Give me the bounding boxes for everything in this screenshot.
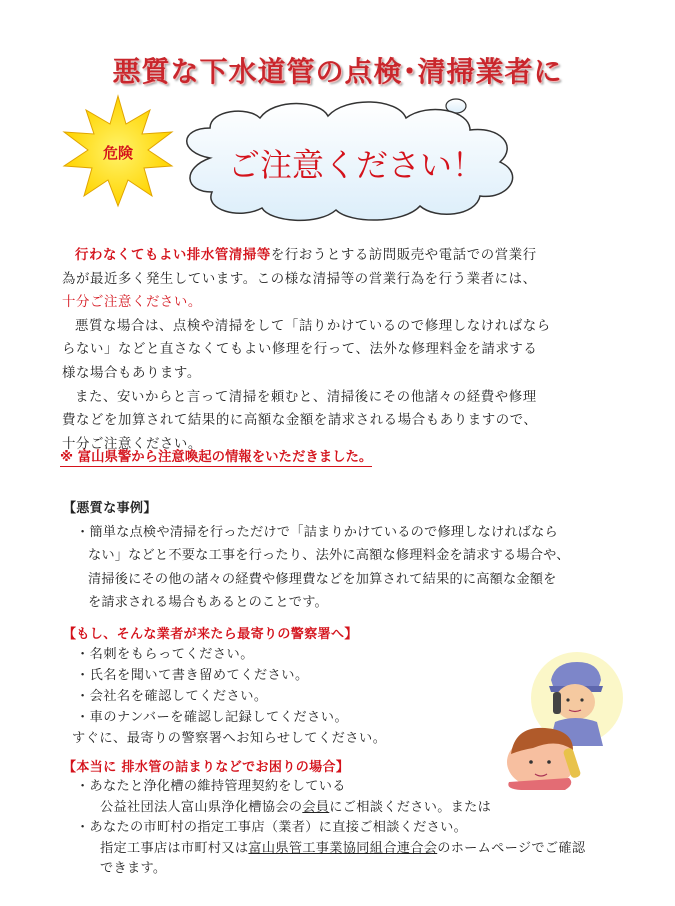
list-item: ・氏名を聞いて書き留めてください。 bbox=[76, 668, 309, 683]
association-link[interactable]: 富山県管工事業協同組合連合会 bbox=[248, 840, 438, 856]
trouble-body: ・あなたと浄化槽の維持管理契約をしている 公益社団法人富山県浄化槽協会の会員にご相談ください。または ・あなたの市町村の指定工事店（業者）に直接ご相談ください。 指定工事店は市町村又は富山県管工事業協同組合連合会のホームページでご確認 できます。 bbox=[76, 779, 586, 876]
intro-caution: 十分ご注意ください。 bbox=[62, 295, 202, 311]
cases-body: ・簡単な点検や清掃を行っただけで「詰まりかけているので修理しなければなら ない」などと不要な工事を行ったり、法外に高額な修理料金を請求する場合や、 清掃後にその他の諸々の経費や修理費などを加算されて結果的に高額な金額を を請求される場合もあるとのことです。 bbox=[76, 525, 570, 611]
list-item: ・車のナンバーを確認し記録してください。 bbox=[76, 710, 349, 725]
cases-heading: 【悪質な事例】 bbox=[63, 501, 157, 516]
trouble-heading: 【本当に 排水管の詰まりなどでお困りの場合】 bbox=[63, 760, 350, 775]
warning-banner bbox=[60, 88, 620, 228]
list-item: ・会社名を確認してください。 bbox=[76, 689, 268, 704]
police-heading: 【もし、そんな業者が来たら最寄りの警察署へ】 bbox=[63, 627, 358, 642]
danger-badge: 危険 bbox=[102, 144, 134, 162]
police-list bbox=[72, 644, 387, 749]
intro-paragraph: 行わなくてもよい排水管清掃等を行おうとする訪問販売や電話での営業行 為が最近多く発生しています。この様な清掃等の営業行為を行う業者には、 十分ご注意ください。 悪質な場合は、点検や清掃をして「詰りかけているので修理しなければなら らない」などと直さなくてもよい修理を行って、法外な修理料金を請求する 様な場合もあります。 また、安いからと言って清掃を頼むと、清掃後にその他諸々の経費や修理 費などを加算されて結果的に高額な金額を請求される場合もありますので、 十分ご注意ください。 bbox=[62, 244, 622, 456]
page-title: 悪質な下水道管の点検･清掃業者に bbox=[112, 55, 563, 88]
police-closing: すぐに、最寄りの警察署へお知らせしてください。 bbox=[72, 731, 387, 746]
headline: ご注意ください！ bbox=[227, 146, 485, 184]
list-item: ・名刺をもらってください。 bbox=[76, 647, 254, 662]
police-notice: ※ 富山県警から注意喚起の情報をいただきました。 bbox=[60, 446, 372, 467]
phone-call-illustration bbox=[485, 650, 635, 790]
member-link[interactable]: 会員 bbox=[302, 799, 330, 815]
